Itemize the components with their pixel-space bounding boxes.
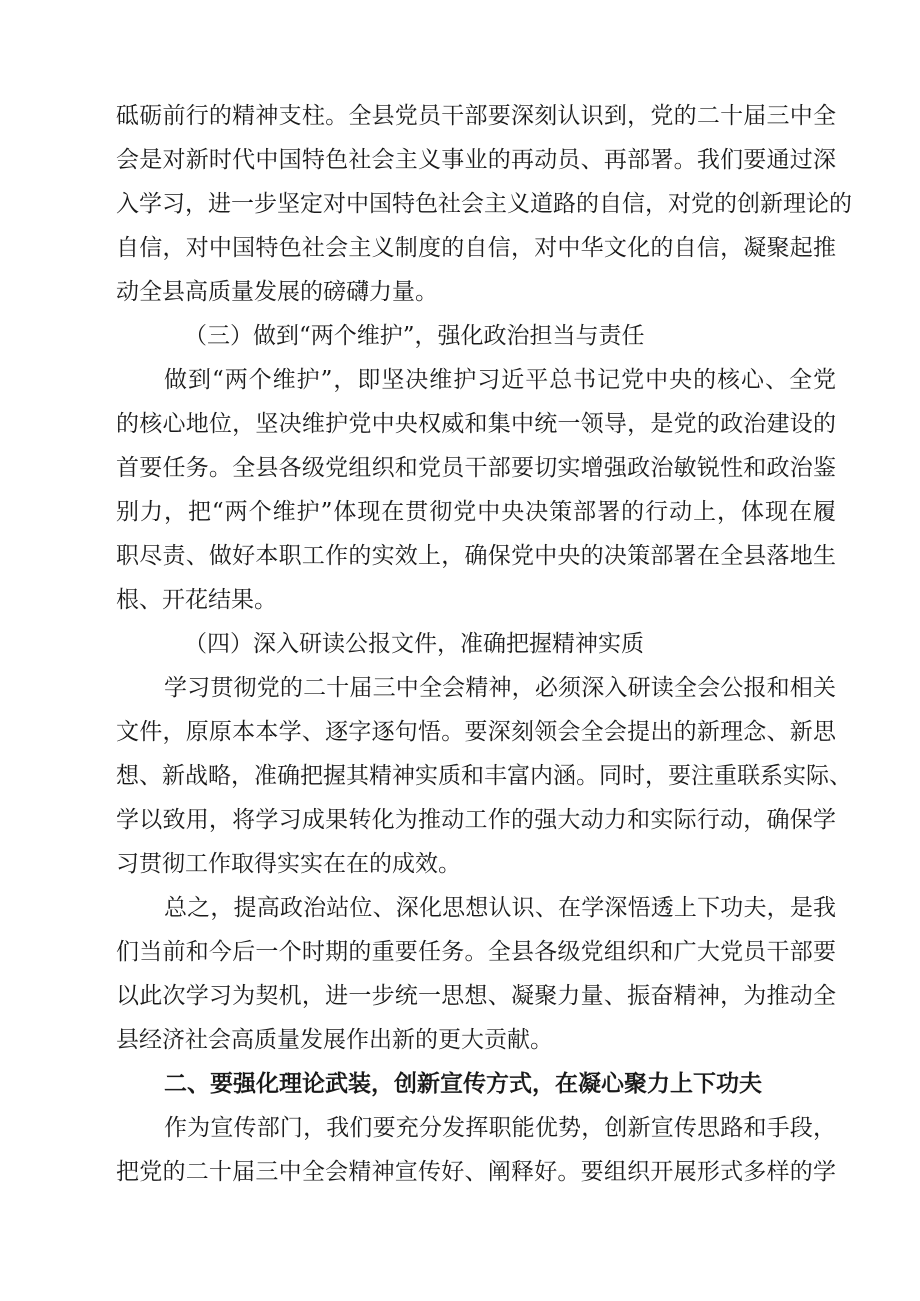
paragraph-line: 别力，把“两个维护”体现在贯彻党中央决策部署的行动上，体现在履: [116, 499, 836, 525]
paragraph-line: 自信，对中国特色社会主义制度的自信，对中华文化的自信，凝聚起推: [116, 235, 836, 261]
paragraph-line: 把党的二十届三中全会精神宣传好、阐释好。要组织开展形式多样的学: [116, 1159, 836, 1185]
paragraph-line: 们当前和今后一个时期的重要任务。全县各级党组织和广大党员干部要: [116, 939, 836, 965]
paragraph-line: 动全县高质量发展的磅礴力量。: [116, 279, 438, 305]
paragraph-line: 的核心地位，坚决维护党中央权威和集中统一领导，是党的政治建设的: [116, 411, 836, 437]
paragraph-line: 想、新战略，准确把握其精神实质和丰富内涵。同时，要注重联系实际、: [116, 763, 852, 789]
paragraph-line: 作为宣传部门，我们要充分发挥职能优势，创新宣传思路和手段，: [164, 1115, 836, 1141]
paragraph-line: 砥砺前行的精神支柱。全县党员干部要深刻认识到，党的二十届三中全: [116, 103, 836, 129]
paragraph-line: 会是对新时代中国特色社会主义事业的再动员、再部署。我们要通过深: [116, 147, 836, 173]
paragraph-line: 职尽责、做好本职工作的实效上，确保党中央的决策部署在全县落地生: [116, 543, 836, 569]
paragraph-line: 学习贯彻党的二十届三中全会精神，必须深入研读全会公报和相关: [164, 675, 836, 701]
paragraph-line: 学以致用，将学习成果转化为推动工作的强大动力和实际行动，确保学: [116, 807, 836, 833]
paragraph-line: 文件，原原本本学、逐字逐句悟。要深刻领会全会提出的新理念、新思: [116, 719, 836, 745]
paragraph-line: 县经济社会高质量发展作出新的更大贡献。: [116, 1027, 553, 1053]
paragraph-line: 总之，提高政治站位、深化思想认识、在学深悟透上下功夫，是我: [164, 895, 836, 921]
paragraph-line: 做到“两个维护”，即坚决维护习近平总书记党中央的核心、全党: [164, 367, 836, 393]
paragraph-line: 习贯彻工作取得实实在在的成效。: [116, 851, 461, 877]
section-heading: 二、要强化理论武装，创新宣传方式，在凝心聚力上下功夫: [164, 1071, 762, 1097]
paragraph-line: 首要任务。全县各级党组织和党员干部要切实增强政治敏锐性和政治鉴: [116, 455, 836, 481]
subsection-heading: （三）做到“两个维护”，强化政治担当与责任: [184, 323, 645, 349]
paragraph-line: 以此次学习为契机，进一步统一思想、凝聚力量、振奋精神，为推动全: [116, 983, 836, 1009]
paragraph-line: 入学习，进一步坚定对中国特色社会主义道路的自信，对党的创新理论的: [116, 191, 852, 217]
paragraph-line: 根、开花结果。: [116, 587, 277, 613]
subsection-heading: （四）深入研读公报文件，准确把握精神实质: [184, 631, 644, 657]
